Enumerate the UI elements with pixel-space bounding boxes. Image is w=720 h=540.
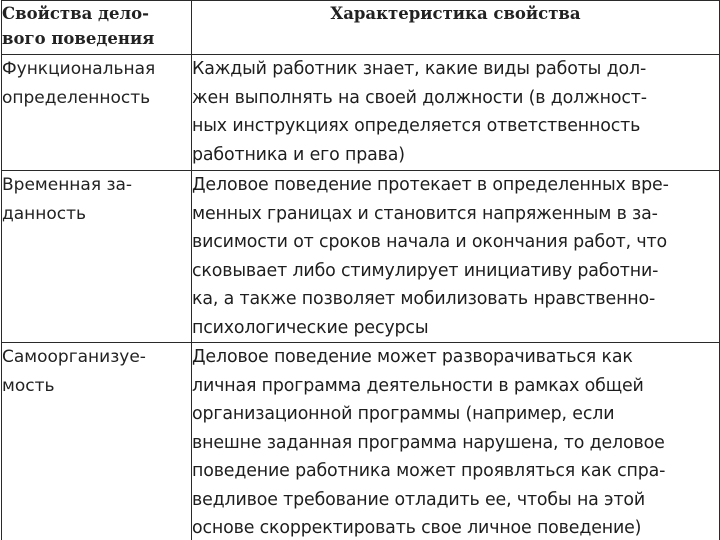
table-row <box>2 55 720 171</box>
description-line: менных границах и становится напряженным в за- <box>192 203 658 224</box>
description-line: Деловое поведение протекает в определенных вре- <box>192 175 669 195</box>
description-cell <box>192 343 720 540</box>
property-cell <box>2 343 192 540</box>
table-row <box>2 171 720 343</box>
description-line: сковывает либо стимулирует инициативу работни- <box>192 260 659 281</box>
description-line: жен выполнять на своей должности (в должност- <box>192 87 647 108</box>
property-cell <box>2 171 192 343</box>
description-line: внешне заданная программа нарушена, то деловое <box>192 432 665 453</box>
table-header-row <box>2 1 720 55</box>
property-line: Функциональная <box>2 59 156 79</box>
description-line: ведливое требование отладить ее, чтобы на этой <box>192 489 646 510</box>
description-line: висимости от сроков начала и окончания работ, что <box>192 232 667 252</box>
property-line: Временная за- <box>2 175 133 195</box>
property-cell <box>2 55 192 171</box>
property-line: определенность <box>2 87 151 108</box>
description-line: Деловое поведение может разворачиваться как <box>192 347 633 367</box>
description-line: организационной программы (например, если <box>192 404 615 424</box>
description-line: поведение работника может проявляться как спра- <box>192 461 666 481</box>
header-property-line: вого поведения <box>2 29 155 48</box>
property-line: мость <box>2 375 55 396</box>
description-line: основе скорректировать свое личное поведение) <box>192 518 642 538</box>
header-description-cell <box>192 1 720 55</box>
header-property-line: Свойства дело- <box>2 4 149 23</box>
table-row <box>2 343 720 540</box>
description-line: работника и его права) <box>192 144 405 165</box>
property-line: Самоорганизуе- <box>2 347 146 367</box>
description-line: ка, а также позволяет мобилизовать нравственно- <box>192 289 656 309</box>
description-line: ных инструкциях определяется ответственность <box>192 116 641 136</box>
header-description-line: Характеристика свойства <box>330 4 581 23</box>
property-line: данность <box>2 203 87 224</box>
header-property-cell <box>2 1 192 55</box>
description-line: психологические ресурсы <box>192 317 429 338</box>
description-cell <box>192 55 720 171</box>
description-line: личная программа деятельности в рамках общей <box>192 375 644 396</box>
description-line: Каждый работник знает, какие виды работы дол- <box>192 59 647 79</box>
description-cell <box>192 171 720 343</box>
properties-table <box>1 0 720 540</box>
